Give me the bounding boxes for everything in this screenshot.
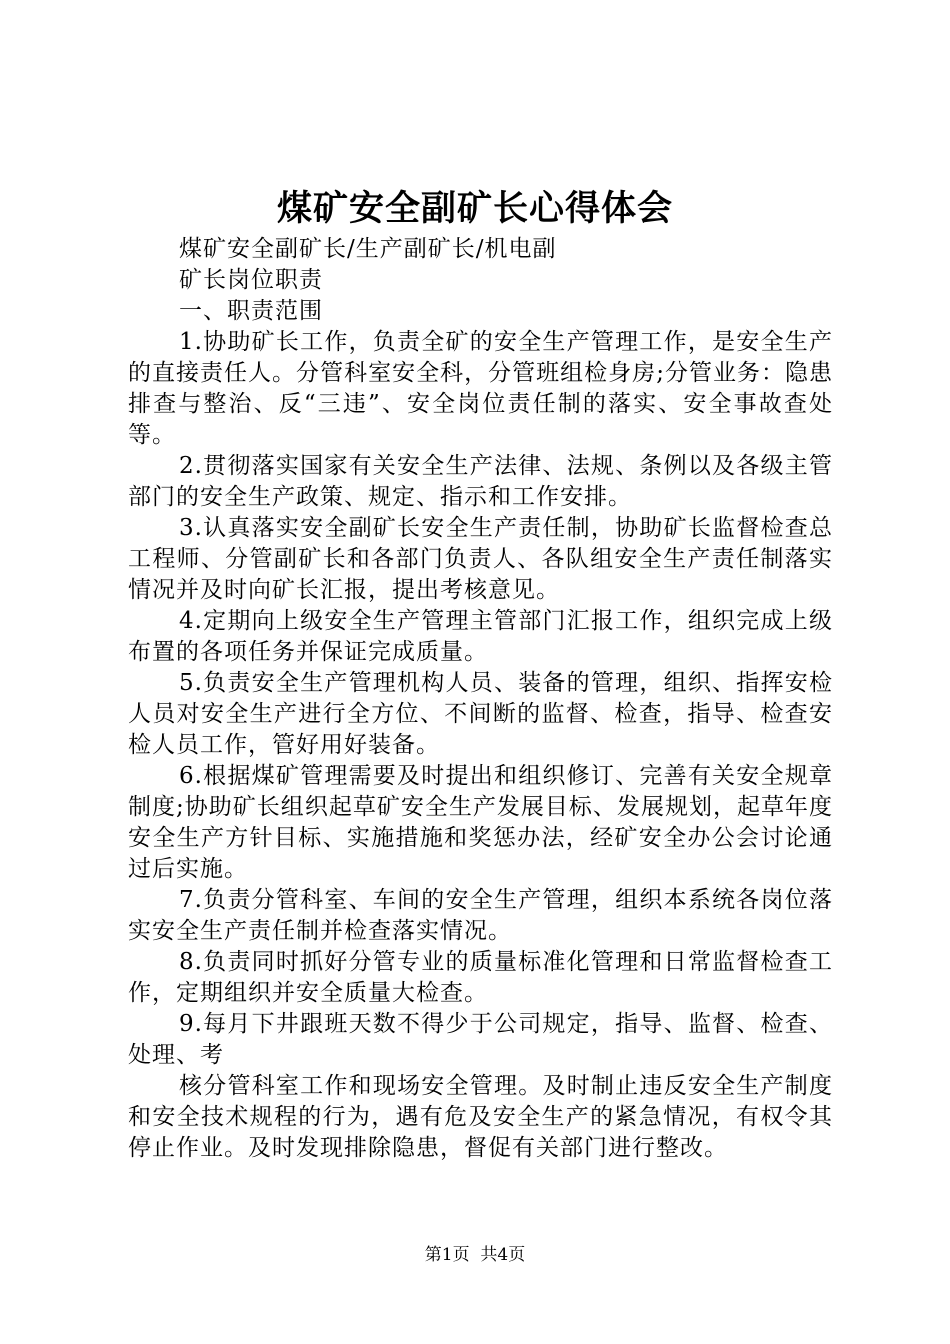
paragraph: 7.负责分管科室、车间的安全生产管理，组织本系统各岗位落实安全生产责任制并检查落实情况。 — [128, 887, 833, 944]
paragraph: 核分管科室工作和现场安全管理。及时制止违反安全生产制度和安全技术规程的行为，遇有危及安全生产的紧急情况，有权令其停止作业。及时发现排除隐患，督促有关部门进行整改。 — [128, 1073, 833, 1161]
paragraph: 5.负责安全生产管理机构人员、装备的管理，组织、指挥安检人员对安全生产进行全方位、不间断的监督、检查，指导、检查安检人员工作，管好用好装备。 — [128, 670, 833, 758]
section-heading: 一、职责范围 — [179, 298, 323, 324]
page-total: 共4页 — [480, 1245, 526, 1265]
paragraph: 6.根据煤矿管理需要及时提出和组织修订、完善有关安全规章制度;协助矿长组织起草矿安全生产发展目标、发展规划，起草年度安全生产方针目标、实施措施和奖惩办法，经矿安全办公会讨论通过后实施。 — [128, 763, 833, 882]
paragraph: 9.每月下井跟班天数不得少于公司规定，指导、监督、检查、处理、考 — [128, 1011, 833, 1068]
paragraph: 2.贯彻落实国家有关安全生产法律、法规、条例以及各级主管部门的安全生产政策、规定、指示和工作安排。 — [128, 453, 833, 510]
document-title: 煤矿安全副矿长心得体会 — [276, 189, 673, 229]
paragraph: 煤矿安全副矿长/生产副矿长/机电副 — [179, 236, 557, 262]
paragraph: 1.协助矿长工作，负责全矿的安全生产管理工作，是安全生产的直接责任人。分管科室安全科，分管班组检身房;分管业务：隐患排查与整治、反“三违”、安全岗位责任制的落实、安全事故查处等。 — [128, 329, 833, 448]
paragraph: 3.认真落实安全副矿长安全生产责任制，协助矿长监督检查总工程师、分管副矿长和各部门负责人、各队组安全生产责任制落实情况并及时向矿长汇报，提出考核意见。 — [128, 515, 833, 603]
paragraph: 8.负责同时抓好分管专业的质量标准化管理和日常监督检查工作，定期组织并安全质量大检查。 — [128, 949, 833, 1006]
paragraph: 矿长岗位职责 — [179, 267, 323, 293]
document-body — [128, 234, 833, 1164]
paragraph: 4.定期向上级安全生产管理主管部门汇报工作，组织完成上级布置的各项任务并保证完成质量。 — [128, 608, 833, 665]
page-number: 第1页 — [424, 1245, 470, 1265]
page-footer — [0, 1243, 950, 1267]
